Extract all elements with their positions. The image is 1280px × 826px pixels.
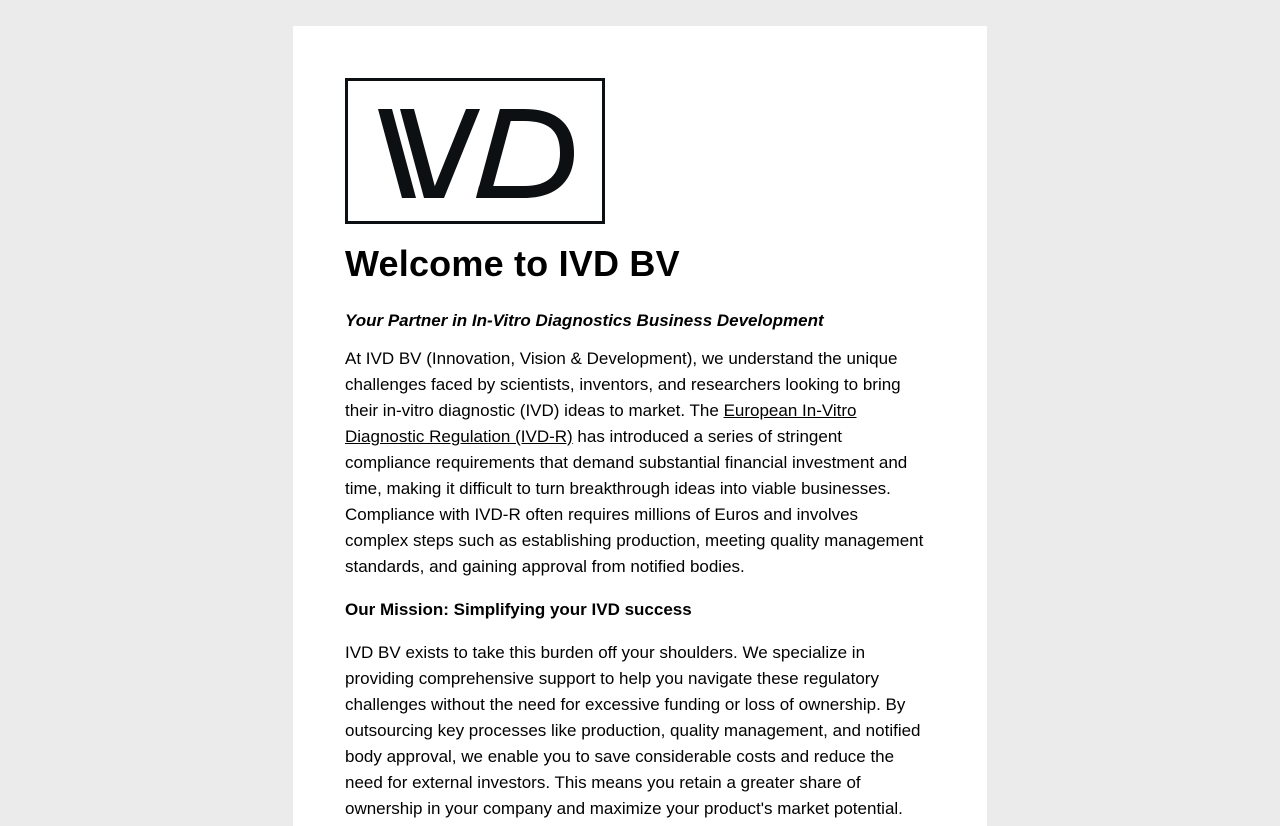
ivdr-regulation-link[interactable]: European In-Vitro Diagnostic Regulation (IVD-R) [345,401,857,446]
intro-text-before-link: At IVD BV (Innovation, Vision & Development), we understand the unique challenges faced by scientists, inventors, and researchers looking to bring their in-vitro diagnostic (IVD) ideas to market. The [345,349,901,420]
tagline: Your Partner in In-Vitro Diagnostics Business Development [345,311,824,330]
mission-paragraph: IVD BV exists to take this burden off your shoulders. We specialize in providing comprehensive support to help you navigate these regulatory challenges without the need for excessive funding or loss of ownership. By outsourcing key processes like production, quality management, and notified body approval, we enable you to save considerable costs and reduce the need for external investors. This means you retain a greater share of ownership in your company and maximize your product's market potential. [345,643,921,818]
mission-heading: Our Mission: Simplifying your IVD success [345,600,692,619]
ivd-logo [345,78,605,224]
main-content [345,78,925,822]
intro-text-after-link: has introduced a series of stringent compliance requirements that demand substantial financial investment and time, making it difficult to turn breakthrough ideas into viable businesses. Compliance with IVD-R often requires millions of Euros and involves complex steps such as establishing production, meeting quality management standards, and gaining approval from notified bodies. [345,427,924,576]
ivd-logo-mark [348,81,602,221]
intro-paragraph [345,346,925,580]
page-card [293,26,987,826]
page-title: Welcome to IVD BV [345,243,680,284]
